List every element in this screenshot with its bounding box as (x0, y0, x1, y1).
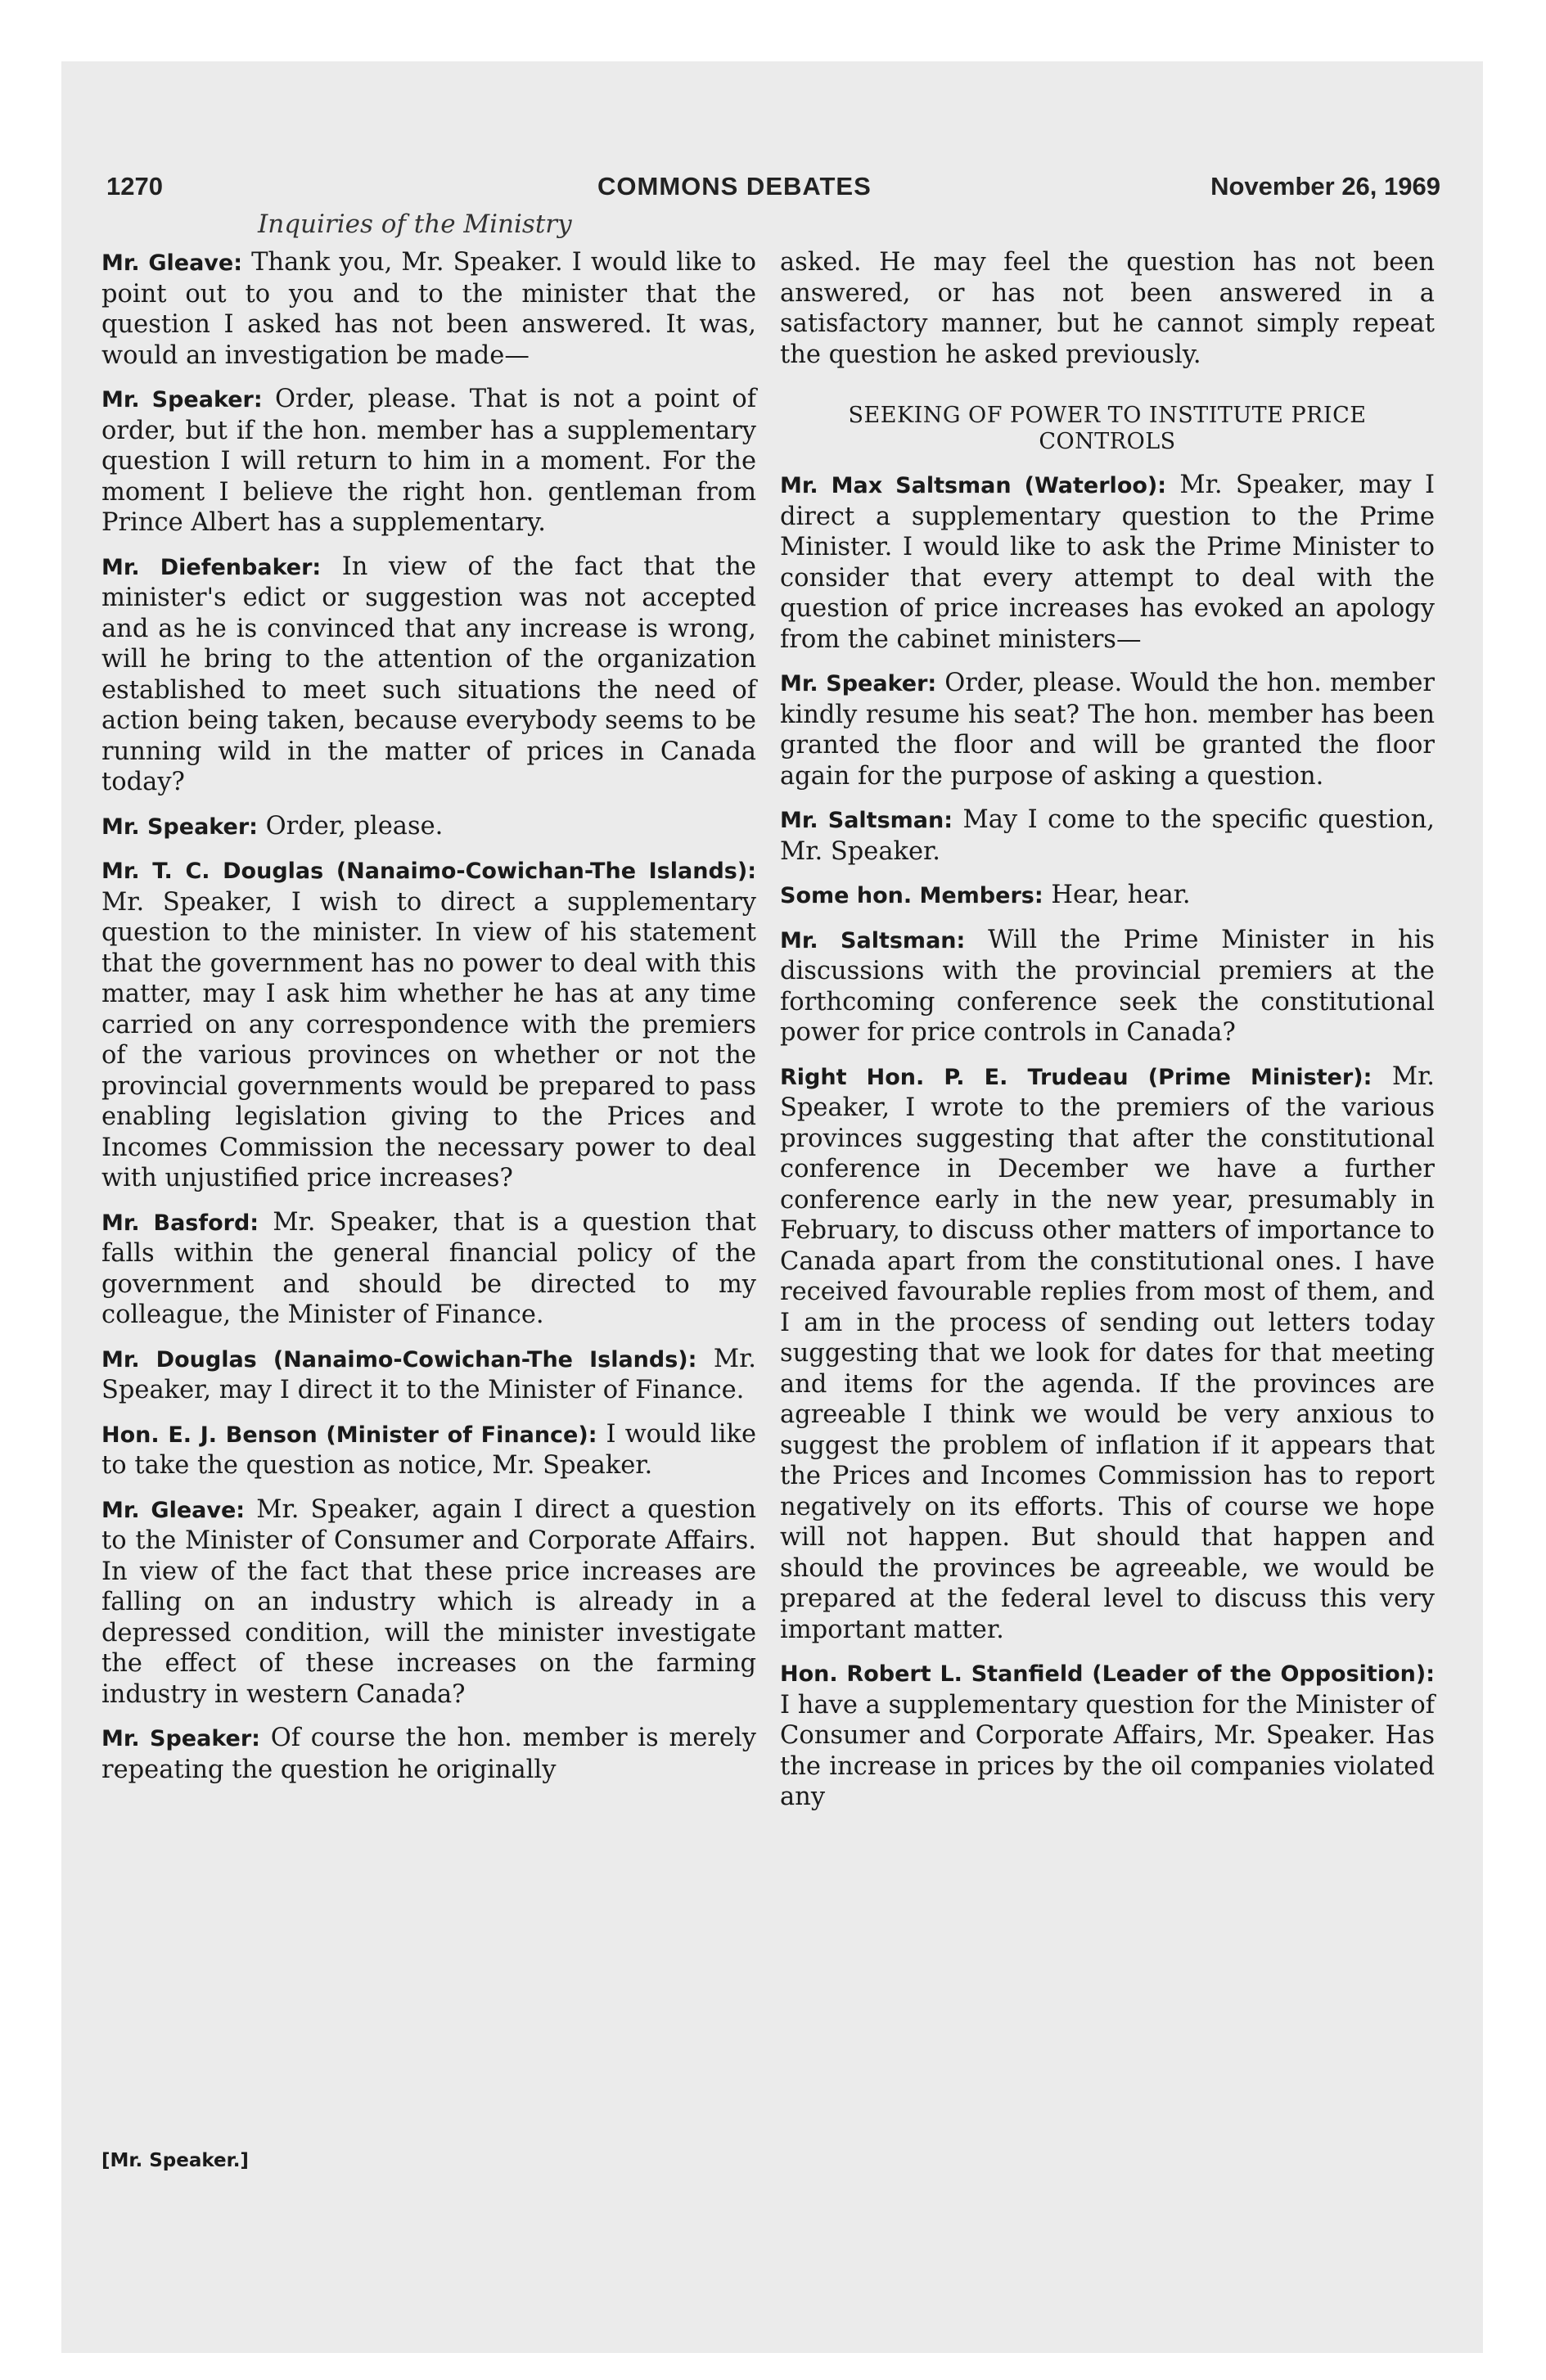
paragraph-text: May I come to the specific question, Mr. Speaker. (780, 805, 1435, 866)
paragraph (780, 1658, 1435, 1813)
paragraph-text: Thank you, Mr. Speaker. I would like to point out to you and to the minister that the question I asked has not been answered. It was, would an investigation be made— (101, 248, 756, 370)
speaker-name: Mr. Gleave: (101, 250, 243, 276)
speaker-name: Mr. Saltsman: (780, 808, 953, 833)
page-number: 1270 (106, 172, 163, 201)
speaker-name: Mr. Gleave: (101, 1497, 246, 1523)
speaker-name: Mr. Diefenbaker: (101, 554, 322, 580)
paragraph (101, 1207, 756, 1331)
paragraph-text: Mr. Speaker, I wish to direct a supplementary question to the minister. In view of his statement that the government has no power to deal with this matter, may I ask him whether he has at any time carried on any correspondence with the premiers of the various provinces on whether or not the provincial governments would be prepared to pass enabling legislation giving to the Prices and Incomes Commission the necessary power to deal with unjustified price increases? (101, 887, 756, 1192)
paragraph (101, 1494, 756, 1711)
paragraph (780, 925, 1435, 1048)
paragraph (780, 1062, 1435, 1646)
publication-title: COMMONS DEBATES (597, 172, 872, 201)
issue-date: November 26, 1969 (1210, 172, 1440, 201)
speaker-name: Mr. Douglas (Nanaimo-Cowichan-The Islands): (101, 1346, 697, 1373)
paragraph-text: I have a supplementary question for the Minister of Consumer and Corporate Affairs, Mr. Speaker. Has the increase in prices by the oil companies violated any (780, 1690, 1435, 1811)
paragraph-text: Order, please. That is not a point of order, but if the hon. member has a supplementary question I will return to him in a moment. For the moment I believe the right hon. gentleman from Prince Albert has a supplementary. (101, 385, 756, 537)
speaker-footnote: [Mr. Speaker.] (101, 2150, 249, 2171)
paragraph-text: I would like to take the question as notice, Mr. Speaker. (101, 1419, 757, 1480)
speaker-name: Some hon. Members: (780, 883, 1043, 908)
right-column (780, 247, 1435, 1826)
speaker-name: Mr. Speaker: (101, 1726, 260, 1751)
paragraph-text: Will the Prime Minister in his discussions with the provincial premiers at the forthcoming conference seek the constitutional power for price controls in Canada? (780, 925, 1435, 1047)
paragraph-text: Order, please. (265, 811, 444, 841)
paragraph (780, 805, 1435, 867)
paragraph-text: Of course the hon. member is merely repeating the question he originally (101, 1724, 756, 1784)
speaker-name: Hon. Robert L. Stanfield (Leader of the Opposition): (780, 1661, 1435, 1687)
paragraph (780, 880, 1435, 912)
speaker-name: Right Hon. P. E. Trudeau (Prime Minister): (780, 1064, 1372, 1090)
paragraph (101, 384, 756, 539)
speaker-name: Mr. T. C. Douglas (Nanaimo-Cowichan-The Islands): (101, 859, 756, 884)
paragraph-text: Mr. Speaker, may I direct it to the Minister of Finance. (101, 1344, 756, 1404)
paragraph-text: Mr. Speaker, may I direct a supplementary question to the Prime Minister. I would like to ask the Prime Minister to consider that every attempt to deal with the question of price increases has evoked an apology from the cabinet ministers— (780, 471, 1436, 654)
left-column (101, 247, 756, 1798)
paragraph-text: Mr. Speaker, again I direct a question to the Minister of Consumer and Corporate Affairs. In view of the fact that these price increases are falling on an industry which is already in a depressed condition, will the minister investigate the effect of these increases on the farming industry in western Canada? (101, 1494, 756, 1709)
paragraph-text: Mr. Speaker, I wrote to the premiers of the various provinces suggesting that after the constitutional conference in December we have a further conference early in the new year, presumably in February, to discuss other matters of importance to Canada apart from the constitutional ones. I have received favourable replies from most of them, and I am in the process of sending out letters today suggesting that we look for dates for that meeting and items for the agenda. If the provinces are agreeable I think we would be very anxious to suggest the problem of inflation if it appears that the Prices and Incomes Commission has to report negatively on its efforts. This of course we hope will not happen. But should that happen and should the provinces be agreeable, we would be prepared at the federal level to discuss this very important matter. (780, 1062, 1435, 1644)
paragraph (780, 470, 1435, 655)
paragraph-text: Hear, hear. (1051, 881, 1191, 909)
page-header (106, 172, 1440, 213)
continuation-paragraph: asked. He may feel the question has not been answered, or has not been answered in a satisfactory manner, but he cannot simply repeat the question he asked previously. (780, 248, 1435, 369)
paragraph (101, 855, 756, 1194)
paragraph (101, 247, 756, 371)
speaker-name: Hon. E. J. Benson (Minister of Finance): (101, 1422, 597, 1448)
speaker-name: Mr. Saltsman: (780, 927, 966, 953)
paragraph (101, 552, 756, 798)
section-heading: SEEKING OF POWER TO INSTITUTE PRICE CONTROLS (848, 403, 1367, 454)
paragraph (101, 811, 756, 843)
paragraph (101, 1344, 756, 1406)
speaker-name: Mr. Basford: (101, 1210, 259, 1236)
speaker-name: Mr. Max Saltsman (Waterloo): (780, 473, 1167, 498)
paragraph (780, 668, 1435, 791)
paragraph-text: In view of the fact that the minister's edict or suggestion was not accepted and as he is convinced that any increase is wrong, will he bring to the attention of the organization established to meet such situations the need of action being taken, because everybody seems to be running wild in the matter of prices in Canada today? (101, 552, 756, 796)
speaker-name: Mr. Speaker: (101, 814, 258, 840)
paragraph-text: Mr. Speaker, that is a question that falls within the general financial policy of the government and should be directed to my colleague, the Minister of Finance. (101, 1207, 756, 1329)
paragraph (101, 1723, 756, 1785)
paragraph-text: Order, please. Would the hon. member kindly resume his seat? The hon. member has been granted the floor and will be granted the floor again for the purpose of asking a question. (780, 669, 1435, 791)
paragraph (101, 1419, 756, 1481)
running-head: Inquiries of the Ministry (258, 210, 572, 239)
speaker-name: Mr. Speaker: (101, 387, 263, 412)
speaker-name: Mr. Speaker: (780, 671, 937, 696)
